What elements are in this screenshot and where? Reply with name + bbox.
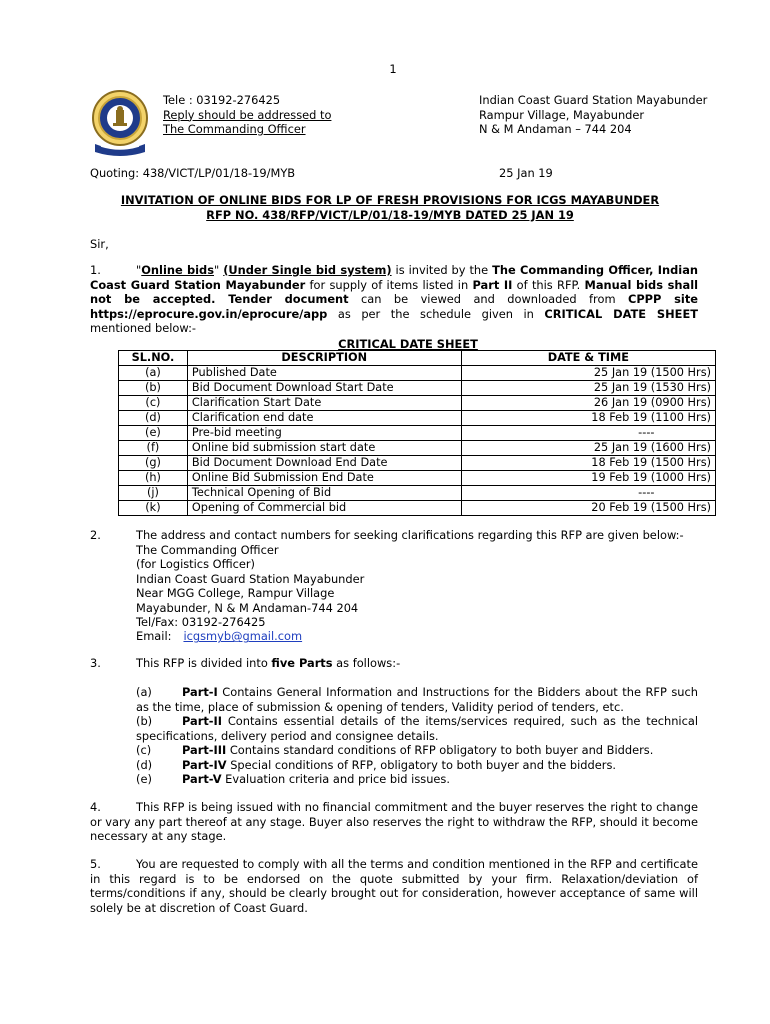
table-row (119, 456, 716, 471)
row-date: 26 Jan 19 (0900 Hrs) (461, 396, 715, 411)
part-label: Part-III (182, 743, 227, 757)
table-row (119, 501, 716, 516)
para-3-number: 3. (90, 656, 101, 670)
paragraph-2 (90, 528, 698, 543)
row-date: ---- (461, 426, 715, 441)
address-line: (for Logistics Officer) (136, 557, 255, 572)
address-line: Near MGG College, Rampur Village (136, 586, 335, 601)
header-address-line-3: N & M Andaman – 744 204 (479, 122, 632, 137)
table-row (119, 441, 716, 456)
row-date: 20 Feb 19 (1500 Hrs) (461, 501, 715, 516)
row-sl: (e) (119, 426, 188, 441)
part-item (136, 685, 698, 714)
email-line (136, 629, 364, 643)
address-line: The Commanding Officer (136, 543, 279, 557)
table-row (119, 411, 716, 426)
para-4-number: 4. (90, 800, 101, 814)
para-3-post: as follows:- (332, 656, 401, 670)
row-sl: (c) (119, 396, 188, 411)
part-label: Part-V (182, 772, 222, 786)
address-line: Tel/Fax: 03192-276425 (136, 615, 266, 630)
table-row (119, 426, 716, 441)
header-reply-line: Reply should be addressed to (163, 107, 332, 122)
row-date: 18 Feb 19 (1100 Hrs) (461, 411, 715, 426)
part-tag: (a) (136, 685, 152, 699)
address-line: Indian Coast Guard Station Mayabunder (136, 571, 365, 586)
para-1-text-a: is invited by the (391, 263, 493, 277)
para-4-text: This RFP is being issued with no financial commitment and the buyer reserves the right to change or vary any part thereof at any stage. Buyer also reserves the right to withdraw the RFP, should it become necessary at any stage. (90, 800, 698, 844)
table-header-row (119, 351, 716, 366)
five-parts-text: five Parts (271, 656, 333, 670)
header-addressee: The Commanding Officer (163, 122, 306, 137)
part-label: Part-I (182, 685, 218, 699)
part-item (136, 743, 698, 758)
para-1-text-c: of this RFP. (512, 277, 585, 292)
part-text: Contains standard conditions of RFP obligatory to both buyer and Bidders. (226, 743, 654, 757)
quoting-reference: Quoting: 438/VICT/LP/01/18-19/MYB (90, 166, 296, 180)
contact-address (136, 543, 364, 644)
coast-guard-emblem-icon (87, 88, 153, 160)
row-date: 25 Jan 19 (1600 Hrs) (461, 441, 715, 456)
row-description: Online bid submission start date (187, 441, 461, 456)
row-sl: (k) (119, 501, 188, 516)
row-date: 19 Feb 19 (1000 Hrs) (461, 471, 715, 486)
online-bids-text: Online bids (141, 263, 214, 277)
single-bid-system-text: (Under Single bid system) (223, 263, 392, 277)
para-1-text-e: as per the schedule given in (327, 306, 545, 321)
col-date-time: DATE & TIME (461, 351, 715, 366)
email-link[interactable]: icgsmyb@gmail.com (183, 629, 303, 644)
paragraph-1 (90, 263, 698, 336)
row-description: Opening of Commercial bid (187, 501, 461, 516)
para-1-text-f: mentioned below:- (90, 321, 197, 336)
critical-date-sheet-ref: CRITICAL DATE SHEET (544, 306, 699, 321)
table-row (119, 486, 716, 501)
header-address-line-1: Indian Coast Guard Station Mayabunder (479, 93, 708, 107)
row-description: Clarification end date (187, 411, 461, 426)
row-sl: (b) (119, 381, 188, 396)
part-ii-text: Part II (472, 277, 513, 292)
row-description: Technical Opening of Bid (187, 486, 461, 501)
row-date: 25 Jan 19 (1500 Hrs) (461, 366, 715, 381)
paragraph-4 (90, 800, 698, 844)
table-row (119, 381, 716, 396)
header-tele: Tele : 03192-276425 (163, 93, 281, 107)
commanding-officer-text: The Commanding Officer, Indian Coast Guard Station Mayabunder (90, 263, 698, 292)
address-line: Mayabunder, N & M Andaman-744 204 (136, 600, 359, 615)
para-1-text-d: can be viewed and downloaded from (348, 292, 628, 307)
part-text: Evaluation criteria and price bid issues. (221, 772, 450, 786)
row-sl: (h) (119, 471, 188, 486)
para-1-number: 1. (90, 263, 101, 277)
row-description: Published Date (187, 366, 461, 381)
header-address (479, 93, 707, 137)
part-label: Part-IV (182, 757, 227, 772)
row-sl: (j) (119, 486, 188, 501)
table-row (119, 471, 716, 486)
row-sl: (d) (119, 411, 188, 426)
para-1-quote-open: " (136, 263, 142, 277)
part-text: Contains General Information and Instructions for the Bidders about the RFP such as the time, place of submission & opening of tenders, Validity period of tenders, etc. (136, 685, 698, 714)
row-sl: (g) (119, 456, 188, 471)
col-description: DESCRIPTION (187, 351, 461, 366)
title-line-2: RFP NO. 438/RFP/VICT/LP/01/18-19/MYB DATED 25 JAN 19 (206, 207, 574, 222)
part-item (136, 772, 698, 787)
part-tag: (d) (136, 757, 153, 772)
document-title (90, 193, 690, 222)
header-address-line-2: Rampur Village, Mayabunder (479, 107, 645, 122)
col-sl-no: SL.NO. (119, 351, 188, 366)
part-text: Special conditions of RFP, obligatory to both buyer and the bidders. (226, 757, 617, 772)
part-text: Contains essential details of the items/services required, such as the technical specifications, delivery period and consignee details. (136, 714, 698, 743)
row-date: ---- (461, 486, 715, 501)
para-3-pre: This RFP is divided into (136, 656, 272, 670)
para-1-quote-close: " (213, 263, 220, 277)
para-5-number: 5. (90, 857, 101, 871)
para-5-text: You are requested to comply with all the terms and condition mentioned in the RFP and certificate in this regard is to be endorsed on the quote submitted by your firm. Relaxation/deviation of terms/conditions if any, should be clearly brought out for consideration, however acceptance of same will solely be at discretion of Coast Guard. (90, 857, 698, 915)
parts-list (136, 685, 698, 787)
cppp-site-link[interactable]: CPPP site https://eprocure.gov.in/eprocure/app (90, 292, 698, 321)
title-line-1: INVITATION OF ONLINE BIDS FOR LP OF FRESH PROVISIONS FOR ICGS MAYABUNDER (120, 193, 660, 207)
manual-bids-text: Manual bids shall not be accepted. Tender document (90, 277, 699, 307)
para-1-text-b: for supply of items listed in (305, 277, 473, 292)
row-sl: (f) (119, 441, 188, 456)
letter-date: 25 Jan 19 (499, 166, 553, 180)
email-label: Email: (136, 629, 172, 644)
salutation: Sir, (90, 237, 109, 251)
row-description: Pre-bid meeting (187, 426, 461, 441)
row-description: Clarification Start Date (187, 396, 461, 411)
critical-date-sheet-table (118, 350, 716, 516)
table-row (119, 396, 716, 411)
row-description: Online Bid Submission End Date (187, 471, 461, 486)
para-2-intro: The address and contact numbers for seeking clarifications regarding this RFP are given below:- (136, 528, 684, 542)
row-sl: (a) (119, 366, 188, 381)
part-tag: (b) (136, 714, 153, 728)
page-number: 1 (389, 62, 397, 76)
part-label: Part-II (182, 714, 222, 728)
part-item (136, 758, 698, 773)
table-row (119, 366, 716, 381)
row-description: Bid Document Download Start Date (187, 381, 461, 396)
row-description: Bid Document Download End Date (187, 456, 461, 471)
para-2-number: 2. (90, 528, 101, 542)
row-date: 18 Feb 19 (1500 Hrs) (461, 456, 715, 471)
paragraph-3 (90, 656, 698, 671)
row-date: 25 Jan 19 (1530 Hrs) (461, 381, 715, 396)
part-item (136, 714, 698, 743)
part-tag: (c) (136, 743, 152, 757)
critical-date-sheet-title: CRITICAL DATE SHEET (338, 337, 478, 351)
part-tag: (e) (136, 772, 152, 786)
paragraph-5 (90, 857, 698, 915)
header-left (163, 93, 331, 137)
